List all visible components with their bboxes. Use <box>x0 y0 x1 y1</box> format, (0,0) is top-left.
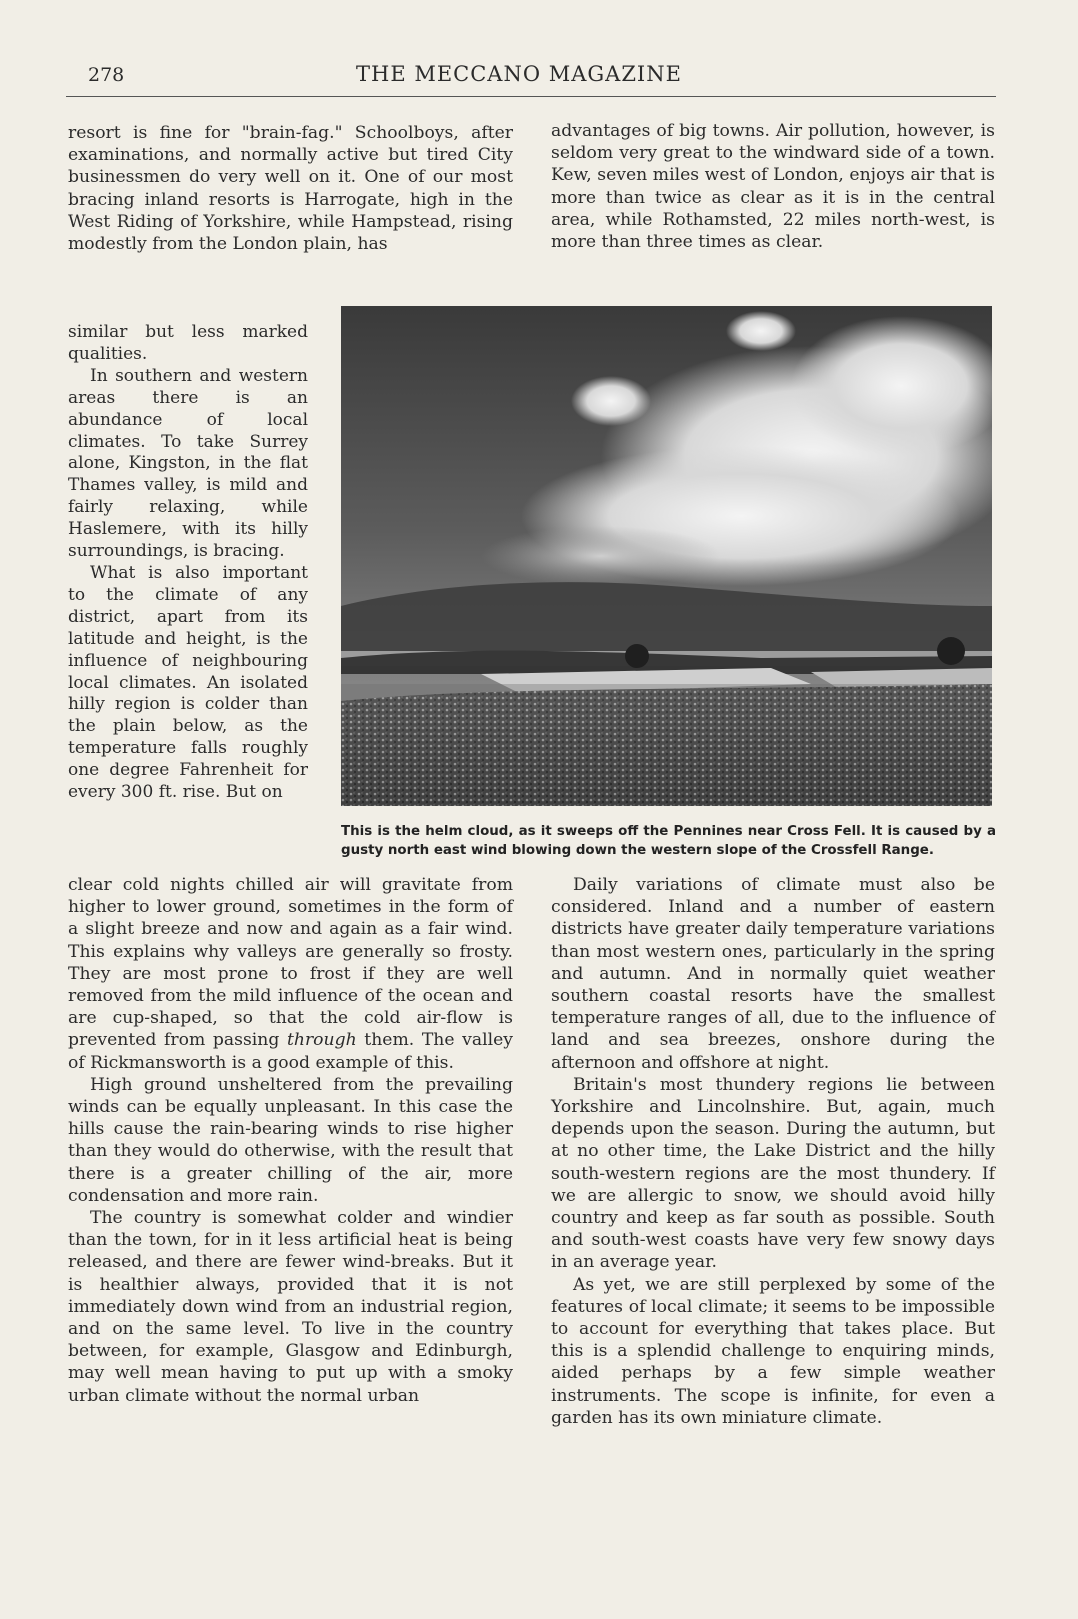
paragraph: Britain's most thundery regions lie between Yorkshire and Lincolnshire. But, again, much depends upon the season. During the autumn, but at no other time, the Lake District and the hilly south-western regions are the most thundery. If we are allergic to snow, we should avoid hilly country and keep as far south as possible. South and south-west coasts have very few snowy days in an average year. <box>551 1074 995 1273</box>
paragraph <box>68 874 513 1074</box>
paragraph: In southern and western areas there is an abundance of local climates. To take Surrey alone, Kingston, in the flat Thames valley, is mild and fairly relaxing, while Haslemere, with its hilly surroundings, is bracing. <box>68 365 308 562</box>
paragraph: High ground unsheltered from the prevailing winds can be equally unpleasant. In this case the hills cause the rain-bearing winds to rise higher than they would do otherwise, with the result that there is a greater chilling of the air, more condensation and more rain. <box>68 1074 513 1206</box>
page-number: 278 <box>88 64 125 86</box>
header-rule <box>66 96 996 97</box>
page-header <box>66 62 996 94</box>
italic-text: through <box>286 1030 357 1051</box>
right-column-top <box>551 120 995 253</box>
paragraph: Daily variations of climate must also be considered. Inland and a number of eastern districts have greater daily temperature variations than most western ones, particularly in the spring and autumn. And in normally quiet weather southern coastal resorts have the smallest temperature ranges of all, due to the influence of land and sea breezes, onshore during the afternoon and offshore at night. <box>551 875 995 1073</box>
paragraph-text: them. The valley of Rickmansworth is a good example of this. <box>68 1030 513 1073</box>
left-column-top <box>68 122 513 255</box>
paragraph: advantages of big towns. Air pollution, however, is seldom very great to the windward side of a town. Kew, seven miles west of London, enjoys air that is more than twice as clear as it is in the central area, while Rothamsted, 22 miles north-west, is more than three times as clear. <box>551 121 995 253</box>
helm-cloud-photo <box>341 306 992 806</box>
paragraph: similar but less marked qualities. <box>68 322 308 364</box>
paragraph: resort is fine for "brain-fag." Schoolboys, after examinations, and normally active but tired City businessmen do very well on it. One of our most bracing inland resorts is Harrogate, high in the West Riding of Yorkshire, while Hampstead, rising modestly from the London plain, has <box>68 123 513 255</box>
paragraph: What is also important to the climate of any district, apart from its latitude and height, is the influence of neighbouring local climates. An isolated hilly region is colder than the plain below, as the temperature falls roughly one degree Fahrenheit for every 300 ft. rise. But on <box>68 562 308 803</box>
paragraph: The country is somewhat colder and windier than the town, for in it less artificial heat is being released, and there are fewer wind-breaks. But it is healthier always, provided that it is not immediately down wind from an industrial region, and on the same level. To live in the country between, for example, Glasgow and Edinburgh, may well mean having to put up with a smoky urban climate without the normal urban <box>68 1208 513 1406</box>
paragraph: As yet, we are still perplexed by some of the features of local climate; it seems to be impossible to account for everything that takes place. But this is a splendid challenge to enquiring minds, aided perhaps by a few simple weather instruments. The scope is infinite, for even a garden has its own miniature climate. <box>551 1274 995 1428</box>
left-column-narrow <box>68 322 308 804</box>
running-title: THE MECCANO MAGAZINE <box>356 62 682 86</box>
figure-caption: This is the helm cloud, as it sweeps off the Pennines near Cross Fell. It is caused by a gusty north east wind blowing down the western slope of the Crossfell Range. <box>341 824 996 858</box>
left-column-bottom <box>68 874 513 1407</box>
right-column-bottom <box>551 874 995 1429</box>
paragraph-text: clear cold nights chilled air will gravitate from higher to lower ground, sometimes in the form of a slight breeze and now and again as a fair wind. This explains why valleys are generally so frosty. They are most prone to frost if they are well removed from the mild influence of the ocean and are cup-shaped, so that the cold air-flow is prevented from passing <box>68 875 513 1051</box>
photo-illustration <box>341 306 992 806</box>
